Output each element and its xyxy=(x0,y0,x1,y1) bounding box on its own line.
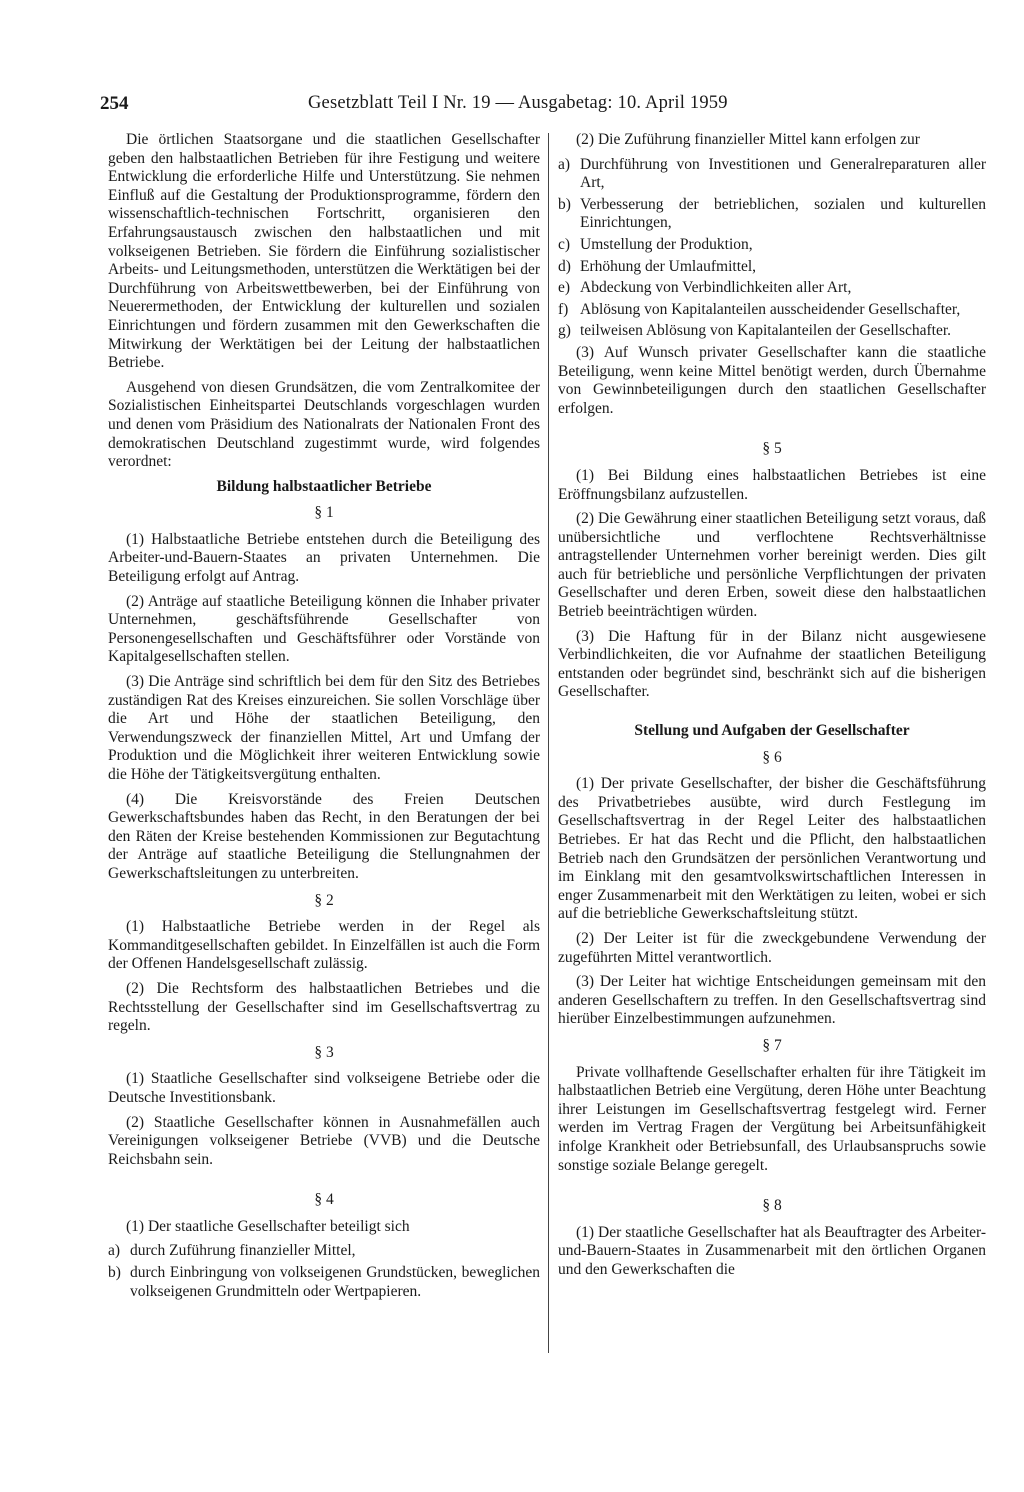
section-number: § 4 xyxy=(314,1191,334,1209)
list-item xyxy=(558,258,986,277)
list-item-label: f) xyxy=(558,300,569,318)
section-number: § 2 xyxy=(314,891,334,909)
list-item-text: durch Zuführung finanzieller Mittel, xyxy=(130,1242,356,1260)
paragraph: (1) Der staatliche Gesellschafter hat als Beauftragter des Arbeiter-und-Bauern-Staates in Zusammenarbeit mit den örtlichen Organen und den Gewerkschaften die xyxy=(558,1223,986,1278)
section-number: § 7 xyxy=(762,1036,782,1054)
list-item-label: c) xyxy=(558,235,571,253)
running-head: Gesetzblatt Teil I Nr. 19 — Ausgabetag: 10. April 1959 xyxy=(308,93,728,113)
paragraph: (2) Die Gewährung einer staatlichen Beteiligung setzt voraus, daß unübersichtliche und verflochtene Rechtsverhältnisse antragstellender Unternehmen vorher bereinigt werden. Dies gilt auch für betriebliche und persönliche Verpflichtungen der privaten Gesellschafter und deren Erben, soweit diese den halbstaatlichen Betrieb beeinträchtigen würden. xyxy=(558,510,986,621)
paragraph: (2) Die Rechtsform des halbstaatlichen Betriebes und die Rechtsstellung der Gesellschafter sind im Gesellschaftsvertrag zu regeln. xyxy=(108,979,540,1035)
list-item-text: Erhöhung der Umlaufmittel, xyxy=(580,257,757,275)
list-item-label: b) xyxy=(108,1264,121,1282)
list-item-label: a) xyxy=(108,1242,121,1260)
list-item xyxy=(558,236,986,255)
paragraph: Ausgehend von diesen Grundsätzen, die vom Zentralkomitee der Sozialistischen Einheitspartei Deutschlands vorgeschlagen wurden und denen vom Präsidium des Nationalrats der Nationalen Front des demokratischen Deutschland zugestimmt wurde, wird folgendes verordnet: xyxy=(108,378,540,471)
paragraph: (2) Anträge auf staatliche Beteiligung können die Inhaber privater Unternehmen, geschäftsführende Gesellschafter von Personengesellschaften und Geschäftsführer oder Vorstände von Kapitalgesellschaften stellen. xyxy=(108,592,540,666)
section-number: § 5 xyxy=(762,440,782,458)
section-heading: Bildung halbstaatlicher Betriebe xyxy=(216,477,432,495)
paragraph: (1) Der private Gesellschafter, der bisher die Geschäftsführung des Privatbetriebes ausübte, wird durch Festlegung im Gesellschaftsvertrag in der Regel Leiter des halbstaatlichen Betriebes. Er hat das Recht und die Pflicht, den halbstaatlichen Betrieb nach den Grundsätzen der persönlichen Verantwortung und im Einklang mit den gesamtvolkswirtschaftlichen Interessen in enger Zusammenarbeit mit den Werktätigen zu leiten, wobei er sich auf die betriebliche Gewerkschaftsleitung stützt. xyxy=(558,775,986,923)
paragraph: (1) Halbstaatliche Betriebe entstehen durch die Beteiligung des Arbeiter-und-Bauern-Staates an privaten Unternehmen. Die Beteiligung erfolgt auf Antrag. xyxy=(108,530,540,586)
list-item xyxy=(558,196,986,233)
list-item-label: d) xyxy=(558,257,571,275)
list-item xyxy=(558,156,986,193)
paragraph: (3) Die Haftung für in der Bilanz nicht ausgewiesene Verbindlichkeiten, die vor Aufnahme der staatlichen Beteiligung entstanden oder begründet sind, beschränkt sich auf die bisherigen Gesellschafter. xyxy=(558,627,986,701)
list-item xyxy=(108,1264,540,1301)
paragraph: (4) Die Kreisvorstände des Freien Deutschen Gewerkschaftsbundes haben das Recht, in den Beratungen der bei den Räten der Kreise bestehenden Kommissionen zur Begutachtung der Anträge auf staatliche Beteiligung die Stellungnahmen der Gewerkschaftsleitungen zu unterbreiten. xyxy=(108,790,540,882)
paragraph: (1) Der staatliche Gesellschafter beteiligt sich xyxy=(126,1217,410,1235)
paragraph: Private vollhaftende Gesellschafter erhalten für ihre Tätigkeit im halbstaatlichen Betrieb eine Vergütung, deren Höhe unter Beachtung ihrer Leistungen im Gesellschaftsvertrag festgelegt wird. Ferner werden im Vertrag Fragen der Vergütung bei Arbeitsunfähigkeit infolge Krankheit oder Betriebsunfall, des Urlaubsanspruchs sowie sonstige soziale Belange geregelt. xyxy=(558,1063,986,1174)
list-item-text: durch Einbringung von volkseigenen Grundstücken, beweglichen volkseigenen Grundmitteln oder Wertpapieren. xyxy=(130,1264,540,1300)
list-item-label: g) xyxy=(558,322,571,340)
section-heading: Stellung und Aufgaben der Gesellschafter xyxy=(634,722,910,740)
list-item-label: e) xyxy=(558,279,571,297)
paragraph: (3) Der Leiter hat wichtige Entscheidungen gemeinsam mit den anderen Gesellschaftern zu treffen. In den Gesellschaftsvertrag sind hierüber Einzelbestimmungen aufzunehmen. xyxy=(558,973,986,1028)
section-number: § 1 xyxy=(314,504,334,522)
paragraph: (2) Die Zuführung finanzieller Mittel kann erfolgen zur xyxy=(576,131,920,148)
paragraph: Die örtlichen Staatsorgane und die staatlichen Gesellschafter geben den halbstaatlichen Betrieben für ihre Festigung und weitere Entwicklung die erforderliche Hilfe und Unterstützung. Sie nehmen Einfluß auf die Gestaltung der Produktionsprogramme, fördern den wissenschaftlich-technischen Fortschritt, organisieren den Erfahrungsaustausch zwischen den halbstaatlichen und mit volkseigenen Betrieben. Sie fördern die Einführung sozialistischer Arbeits- und Leitungsmethoden, unterstützen die Werktätigen bei der Durchführung von Arbeitswettbewerben, bei der Einführung von Neuerermethoden, der Entwicklung der kulturellen und sozialen Einrichtungen und fördern zusammen mit den Gewerkschaften die Mitwirkung der Werktätigen bei der Leitung der halbstaatlichen Betriebe. xyxy=(108,131,540,372)
paragraph: (2) Staatliche Gesellschafter können in Ausnahmefällen auch Vereinigungen volkseigener Betriebe (VVB) und die Deutsche Reichsbahn sein. xyxy=(108,1113,540,1168)
paragraph: (3) Die Anträge sind schriftlich bei dem für den Sitz des Betriebes zuständigen Rat des Kreises einzureichen. Sie sollen Vorschläge über die Art und Höhe der staatlichen Beteiligung, den Verwendungszweck der finanziellen Mittel, Art und Umfang der Produktion und die Möglichkeit ihrer weiteren Entwicklung sowie die Höhe der Tätigkeitsvergütung enthalten. xyxy=(108,673,540,783)
list-item-text: Verbesserung der betrieblichen, sozialen und kulturellen Einrichtungen, xyxy=(580,195,986,232)
left-column xyxy=(108,131,540,1304)
list-item-text: Ablösung von Kapitalanteilen ausscheidender Gesellschafter, xyxy=(580,300,961,318)
list-item-text: teilweisen Ablösung von Kapitalanteilen der Gesellschafter. xyxy=(580,322,952,340)
column-divider xyxy=(548,133,549,1353)
list-item xyxy=(108,1242,540,1261)
list-item-text: Durchführung von Investitionen und Generalreparaturen aller Art, xyxy=(580,155,986,192)
section-number: § 3 xyxy=(314,1043,334,1061)
section-number: § 6 xyxy=(762,748,782,766)
list-item xyxy=(558,301,986,320)
list-item-label: b) xyxy=(558,195,571,213)
paragraph: (1) Halbstaatliche Betriebe werden in der Regel als Kommanditgesellschaften gebildet. In Einzelfällen ist auch die Form der Offenen Handelsgesellschaft zulässig. xyxy=(108,918,540,973)
list-item xyxy=(558,322,986,341)
list-item-text: Abdeckung von Verbindlichkeiten aller Art, xyxy=(580,279,852,297)
section-number: § 8 xyxy=(762,1197,782,1215)
list-item-text: Umstellung der Produktion, xyxy=(580,235,753,253)
list-item xyxy=(558,279,986,298)
paragraph: (3) Auf Wunsch privater Gesellschafter kann die staatliche Beteiligung, wenn keine Mittel benötigt werden, durch Übernahme von Gewinnbeteiligungen durch den staatlichen Gesellschafter erfolgen. xyxy=(558,343,986,417)
page-number: 254 xyxy=(100,93,129,114)
paragraph: (1) Staatliche Gesellschafter sind volkseigene Betriebe oder die Deutsche Investitionsbank. xyxy=(108,1070,540,1106)
paragraph: (1) Bei Bildung eines halbstaatlichen Betriebes ist eine Eröffnungsbilanz aufzustellen. xyxy=(558,466,986,503)
list-item-label: a) xyxy=(558,155,571,173)
paragraph: (2) Der Leiter ist für die zweckgebundene Verwendung der zugeführten Mittel verantwortlich. xyxy=(558,929,986,966)
right-column xyxy=(558,131,986,1285)
